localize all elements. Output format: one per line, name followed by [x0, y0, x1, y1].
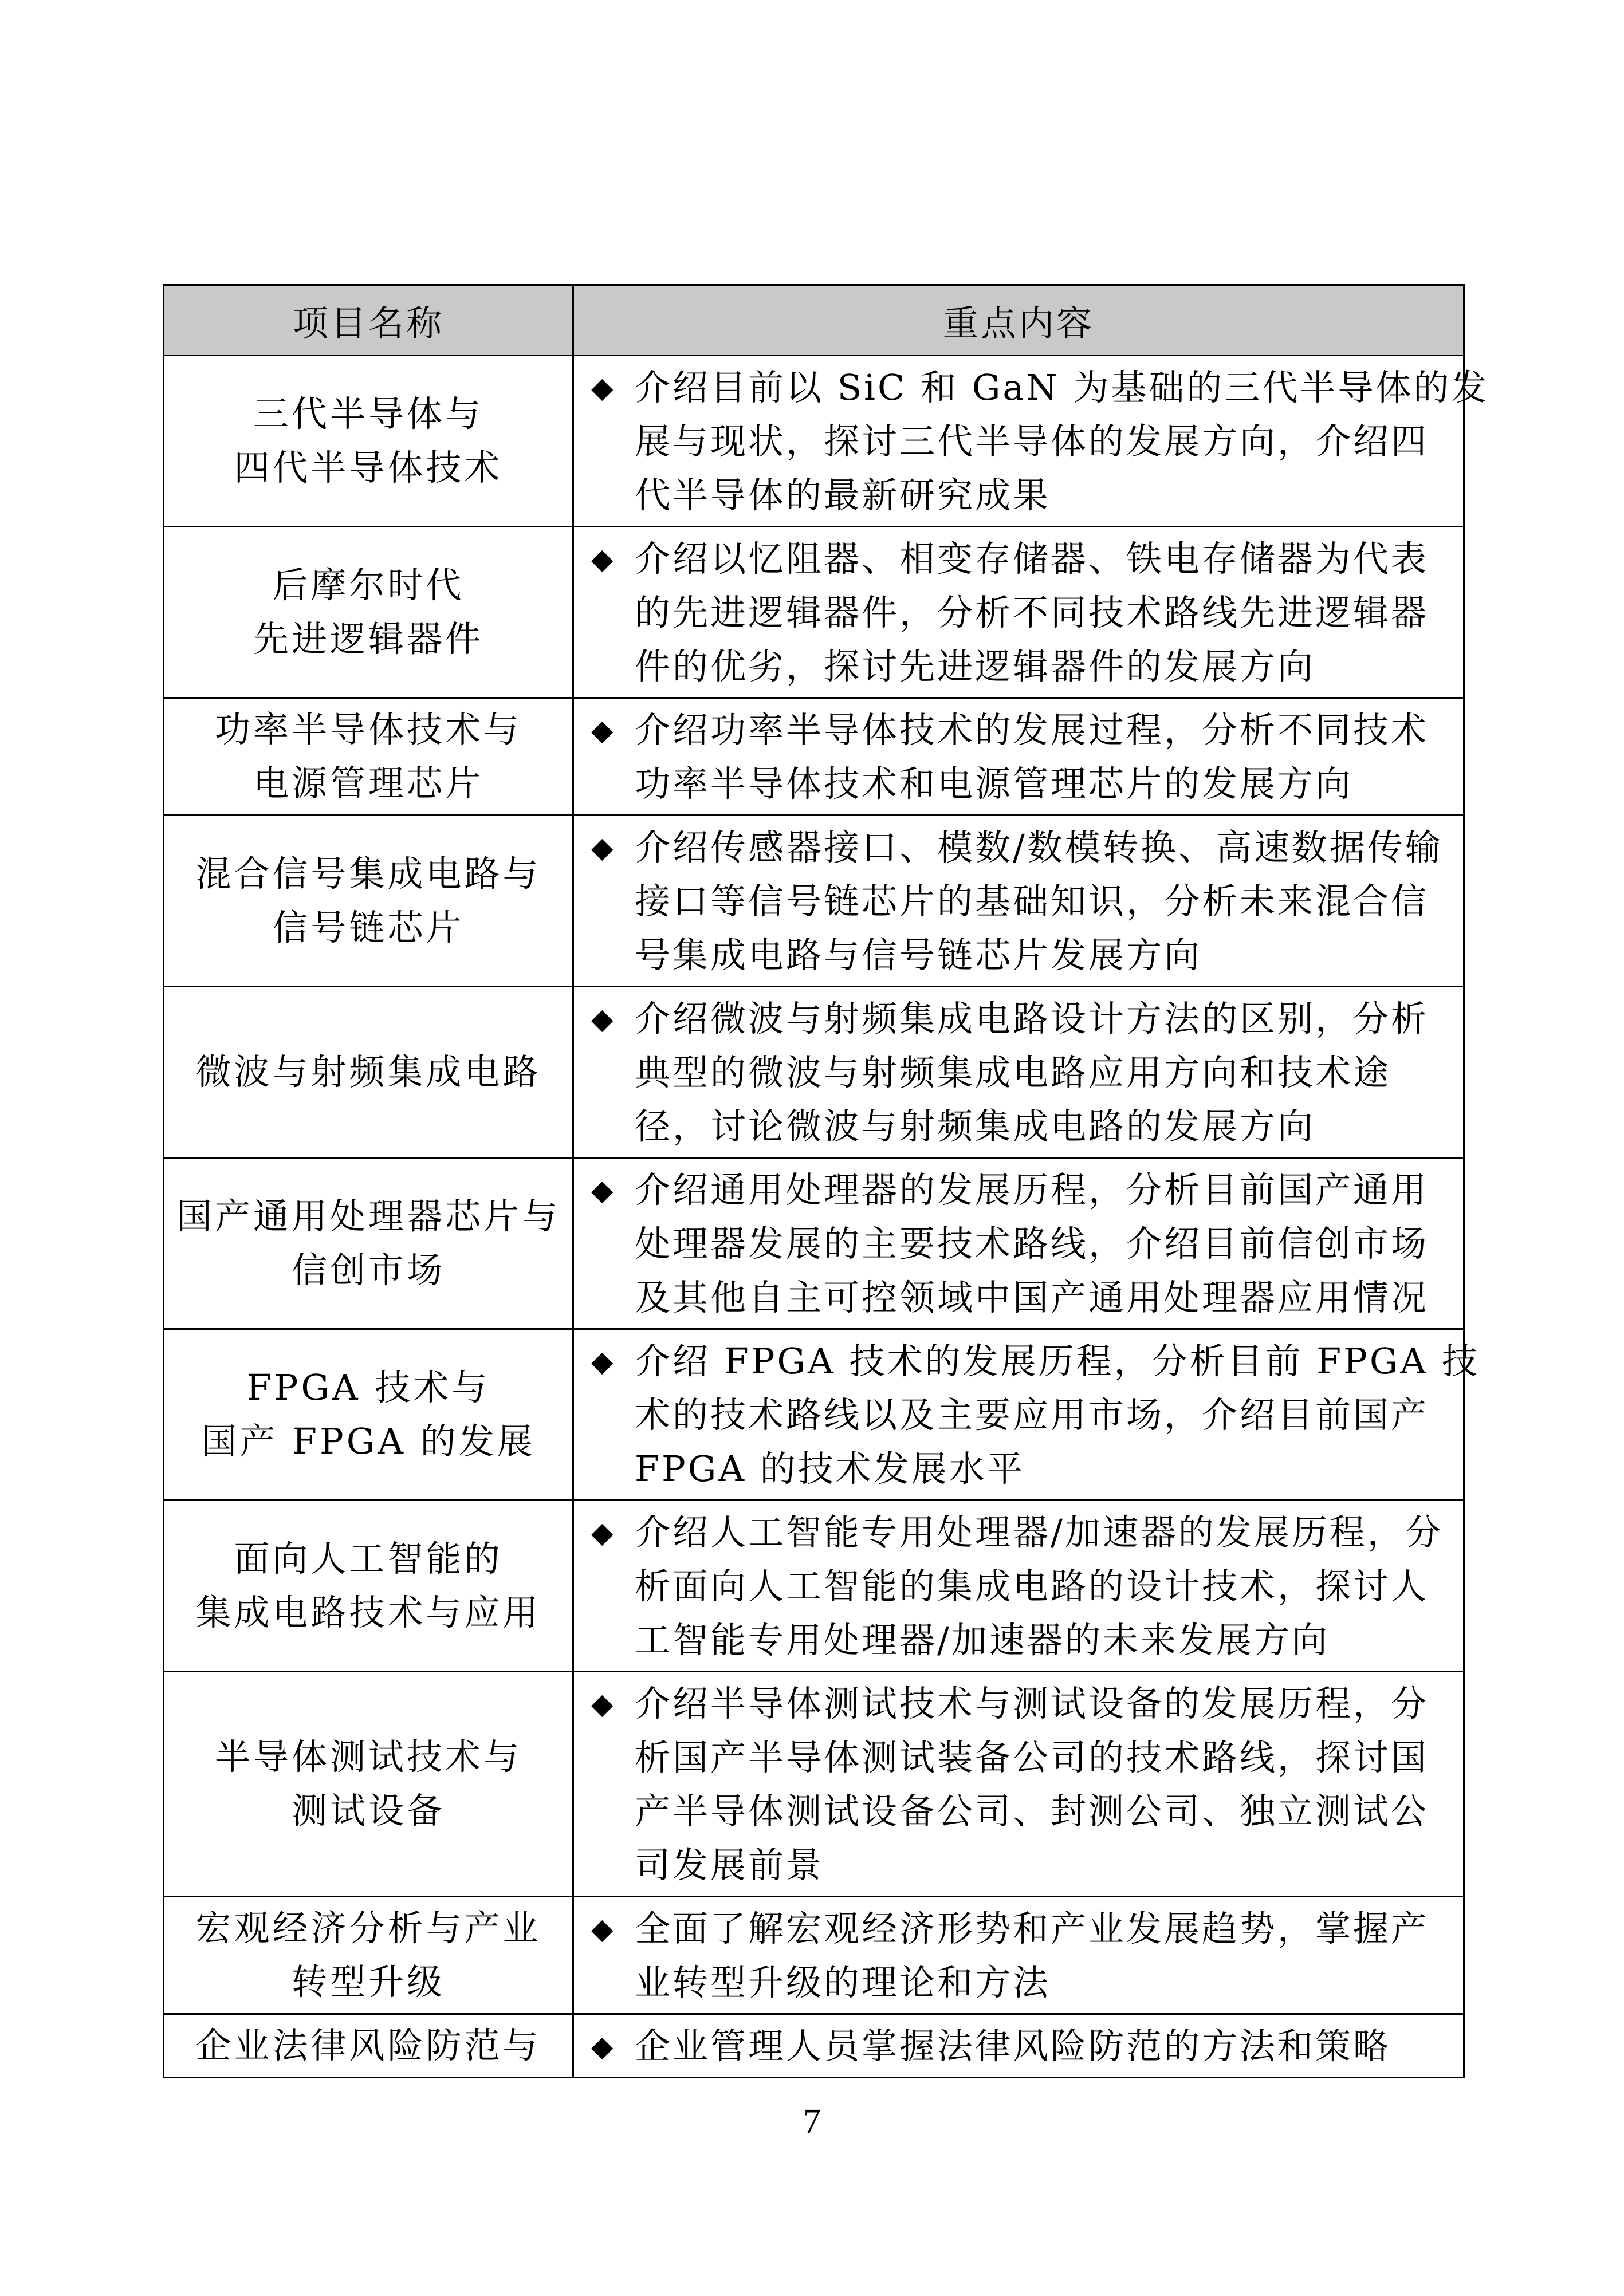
- content-line: 司发展前景: [635, 1844, 824, 1886]
- bullet-text: [635, 703, 1449, 811]
- content-line: 介绍以忆阻器、相变存储器、铁电存储器为代表: [635, 538, 1429, 580]
- project-name-line: 四代半导体技术: [234, 447, 503, 489]
- diamond-bullet-icon: ◆: [591, 1687, 614, 1720]
- table-row: [164, 1501, 1464, 1672]
- project-name-cell: [164, 527, 573, 698]
- table-row: [164, 698, 1464, 816]
- table-row: [164, 1897, 1464, 2014]
- project-name-cell: [164, 2014, 573, 2078]
- project-name-cell: [164, 1897, 573, 2014]
- content-line: 径，讨论微波与射频集成电路的发展方向: [635, 1105, 1316, 1147]
- bullet-item: [574, 1897, 1463, 2013]
- key-content-cell: [573, 987, 1464, 1158]
- content-line: 介绍目前以 SiC 和 GaN 为基础的三代半导体的发: [635, 367, 1489, 408]
- project-name-line: 信创市场: [291, 1249, 445, 1291]
- diamond-bullet-icon: ◆: [591, 542, 614, 576]
- content-line: 企业管理人员掌握法律风险防范的方法和策略: [635, 2025, 1391, 2067]
- content-line: 及其他自主可控领域中国产通用处理器应用情况: [635, 1277, 1429, 1318]
- bullet-item: [574, 1330, 1480, 1499]
- project-name-line: 面向人工智能的: [234, 1538, 503, 1580]
- table-row: [164, 816, 1464, 987]
- diamond-bullet-icon: ◆: [591, 714, 614, 747]
- table-row: [164, 1329, 1464, 1501]
- bullet-item: [574, 356, 1489, 526]
- project-name-line: 测试设备: [291, 1790, 445, 1832]
- key-content-cell: [573, 1329, 1480, 1501]
- project-name-line: 混合信号集成电路与: [195, 853, 541, 895]
- bullet-text: [635, 1334, 1480, 1496]
- project-name-cell: [164, 1158, 573, 1329]
- bullet-text: [635, 532, 1449, 694]
- table-header-row: [164, 285, 1464, 356]
- bullet-item: [574, 1501, 1463, 1671]
- key-content-cell: [573, 527, 1464, 698]
- diamond-bullet-icon: ◆: [591, 1173, 614, 1207]
- table-row: [164, 2014, 1464, 2078]
- content-line: 处理器发展的主要技术路线，介绍目前信创市场: [635, 1223, 1429, 1265]
- key-content-cell: [573, 1158, 1464, 1329]
- table-row: [164, 356, 1464, 527]
- bullet-text: [635, 1677, 1449, 1892]
- content-line: 介绍微波与射频集成电路设计方法的区别，分析: [635, 998, 1429, 1039]
- content-line: 介绍人工智能专用处理器/加速器的发展历程，分: [635, 1511, 1443, 1553]
- content-line: 介绍通用处理器的发展历程，分析目前国产通用: [635, 1169, 1429, 1211]
- table-row: [164, 527, 1464, 698]
- content-line: 典型的微波与射频集成电路应用方向和技术途: [635, 1051, 1391, 1093]
- content-line: FPGA 的技术发展水平: [635, 1448, 1025, 1490]
- bullet-text: [635, 361, 1489, 522]
- project-name-line: 功率半导体技术与: [214, 708, 522, 750]
- project-name-cell: [164, 1329, 573, 1501]
- project-name-cell: [164, 1501, 573, 1672]
- project-name-line: 集成电路技术与应用: [195, 1592, 541, 1633]
- bullet-text: [635, 2019, 1449, 2073]
- content-line: 号集成电路与信号链芯片发展方向: [635, 934, 1202, 976]
- content-line: 接口等信号链芯片的基础知识，分析未来混合信: [635, 880, 1429, 922]
- project-name-line: 半导体测试技术与: [214, 1736, 522, 1778]
- content-line: 展与现状，探讨三代半导体的发展方向，介绍四: [635, 420, 1429, 462]
- diamond-bullet-icon: ◆: [591, 831, 614, 864]
- bullet-text: [635, 1506, 1449, 1667]
- bullet-text: [635, 1902, 1449, 2010]
- diamond-bullet-icon: ◆: [591, 1002, 614, 1035]
- bullet-text: [635, 1163, 1449, 1325]
- content-line: 介绍 FPGA 技术的发展历程，分析目前 FPGA 技: [635, 1340, 1480, 1382]
- diamond-bullet-icon: ◆: [591, 1345, 614, 1378]
- project-name-line: 先进逻辑器件: [253, 618, 483, 660]
- header-project-name: 项目名称: [164, 285, 573, 356]
- bullet-item: [574, 987, 1463, 1157]
- project-name-cell: [164, 698, 573, 816]
- header-key-content: 重点内容: [573, 285, 1464, 356]
- project-name-line: 信号链芯片: [272, 907, 465, 948]
- project-name-cell: [164, 816, 573, 987]
- diamond-bullet-icon: ◆: [591, 1516, 614, 1549]
- content-line: 功率半导体技术和电源管理芯片的发展方向: [635, 763, 1354, 805]
- bullet-item: [574, 699, 1463, 814]
- content-line: 介绍功率半导体技术的发展过程，分析不同技术: [635, 709, 1429, 751]
- key-content-cell: [573, 1501, 1464, 1672]
- project-name-line: 国产 FPGA 的发展: [201, 1420, 536, 1462]
- content-table: [163, 284, 1489, 2078]
- page-number: 7: [803, 2102, 821, 2141]
- diamond-bullet-icon: ◆: [591, 1912, 614, 1946]
- bullet-item: [574, 527, 1463, 697]
- bullet-item: [574, 816, 1463, 986]
- project-name-cell: [164, 356, 573, 527]
- key-content-cell: [573, 356, 1489, 527]
- project-name-line: 后摩尔时代: [272, 564, 465, 606]
- key-content-cell: [573, 816, 1464, 987]
- table-body: [164, 356, 1489, 2078]
- key-content-cell: [573, 1672, 1464, 1897]
- content-line: 术的技术路线以及主要应用市场，介绍目前国产: [635, 1394, 1429, 1436]
- content-line: 产半导体测试设备公司、封测公司、独立测试公: [635, 1790, 1429, 1832]
- project-name-line: 宏观经济分析与产业: [195, 1907, 541, 1949]
- bullet-item: [574, 1672, 1463, 1896]
- key-content-cell: [573, 698, 1464, 816]
- bullet-text: [635, 992, 1449, 1153]
- content-line: 业转型升级的理论和方法: [635, 1962, 1051, 2003]
- bullet-item: [574, 2015, 1463, 2077]
- project-name-line: 微波与射频集成电路: [195, 1051, 541, 1093]
- project-name-line: FPGA 技术与: [246, 1366, 490, 1408]
- project-name-line: 企业法律风险防范与: [195, 2025, 541, 2066]
- project-name-cell: [164, 987, 573, 1158]
- content-line: 介绍半导体测试技术与测试设备的发展历程，分: [635, 1683, 1429, 1724]
- project-name-line: 国产通用处理器芯片与: [176, 1195, 560, 1237]
- key-content-cell: [573, 2014, 1464, 2078]
- table-row: [164, 987, 1464, 1158]
- project-name-cell: [164, 1672, 573, 1897]
- diamond-bullet-icon: ◆: [591, 371, 614, 404]
- content-line: 析面向人工智能的集成电路的设计技术，探讨人: [635, 1565, 1429, 1607]
- content-line: 的先进逻辑器件，分析不同技术路线先进逻辑器: [635, 592, 1429, 633]
- bullet-text: [635, 821, 1449, 982]
- key-content-cell: [573, 1897, 1464, 2014]
- content-line: 件的优劣，探讨先进逻辑器件的发展方向: [635, 645, 1316, 687]
- content-line: 介绍传感器接口、模数/数模转换、高速数据传输: [635, 826, 1443, 868]
- content-line: 工智能专用处理器/加速器的未来发展方向: [635, 1619, 1330, 1661]
- project-name-line: 电源管理芯片: [253, 762, 483, 804]
- table-row: [164, 1672, 1464, 1897]
- content-line: 全面了解宏观经济形势和产业发展趋势，掌握产: [635, 1908, 1429, 1950]
- bullet-item: [574, 1159, 1463, 1328]
- content-line: 析国产半导体测试装备公司的技术路线，探讨国: [635, 1736, 1429, 1778]
- table-row: [164, 1158, 1464, 1329]
- project-name-line: 三代半导体与: [253, 393, 483, 435]
- project-name-line: 转型升级: [291, 1961, 445, 2003]
- diamond-bullet-icon: ◆: [591, 2030, 614, 2063]
- content-line: 代半导体的最新研究成果: [635, 474, 1051, 516]
